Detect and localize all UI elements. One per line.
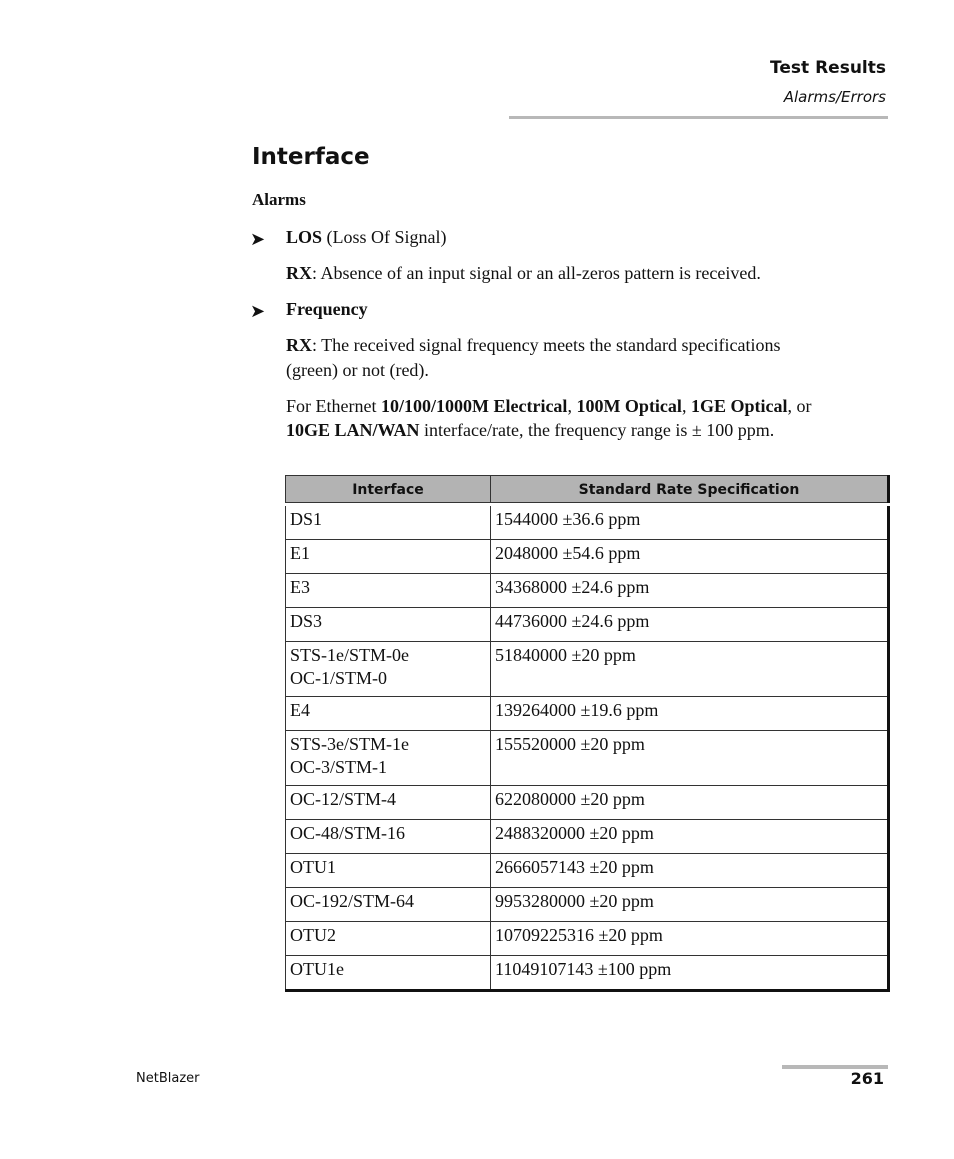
separator: , bbox=[681, 396, 691, 416]
rate-cell: 2666057143 ±20 ppm bbox=[491, 854, 889, 888]
ethernet-rate-electrical: 10/100/1000M Electrical bbox=[380, 396, 568, 416]
interface-cell: OTU1e bbox=[286, 956, 491, 991]
column-header-rate-spec: Standard Rate Specification bbox=[491, 476, 889, 505]
rate-cell: 11049107143 ±100 ppm bbox=[491, 956, 889, 991]
table-row bbox=[286, 956, 889, 991]
alarms-heading: Alarms bbox=[252, 190, 306, 209]
ethernet-note-line1 bbox=[286, 394, 811, 418]
rate-cell: 2488320000 ±20 ppm bbox=[491, 820, 889, 854]
rate-cell: 622080000 ±20 ppm bbox=[491, 786, 889, 820]
interface-cell: DS1 bbox=[286, 505, 491, 540]
rate-cell: 9953280000 ±20 ppm bbox=[491, 888, 889, 922]
interface-cell: STS-1e/STM-0e OC-1/STM-0 bbox=[286, 642, 491, 697]
interface-cell: OC-48/STM-16 bbox=[286, 820, 491, 854]
frequency-rx-line1: : The received signal frequency meets the standard specifications bbox=[312, 335, 781, 355]
table-header-row bbox=[286, 476, 889, 505]
los-rx-desc bbox=[286, 261, 761, 285]
page-number: 261 bbox=[850, 1069, 884, 1088]
frequency-term: Frequency bbox=[286, 299, 368, 319]
running-header-subtitle: Alarms/Errors bbox=[783, 88, 886, 106]
los-term-desc: (Loss Of Signal) bbox=[322, 227, 447, 247]
table-row bbox=[286, 820, 889, 854]
separator: , bbox=[567, 396, 577, 416]
ethernet-suffix: interface/rate, the frequency range is ± 100 ppm. bbox=[419, 420, 775, 440]
table-body bbox=[286, 505, 889, 991]
los-rx-text: : Absence of an input signal or an all-zeros pattern is received. bbox=[312, 263, 761, 283]
rate-cell: 10709225316 ±20 ppm bbox=[491, 922, 889, 956]
ethernet-prefix: For Ethernet bbox=[286, 396, 381, 416]
ethernet-rate-100m-optical: 100M Optical bbox=[576, 396, 682, 416]
interface-cell: OTU2 bbox=[286, 922, 491, 956]
table-row bbox=[286, 888, 889, 922]
separator: , or bbox=[787, 396, 812, 416]
rate-specification-table bbox=[285, 475, 890, 992]
interface-cell: E3 bbox=[286, 574, 491, 608]
table-row bbox=[286, 854, 889, 888]
interface-cell: OC-192/STM-64 bbox=[286, 888, 491, 922]
bullet-arrow-icon: ➤ bbox=[250, 301, 266, 321]
rate-cell: 2048000 ±54.6 ppm bbox=[491, 540, 889, 574]
section-title: Interface bbox=[252, 144, 370, 170]
table-row bbox=[286, 697, 889, 731]
footer-product-name: NetBlazer bbox=[136, 1071, 200, 1086]
interface-cell: STS-3e/STM-1e OC-3/STM-1 bbox=[286, 731, 491, 786]
rx-label: RX bbox=[286, 263, 312, 283]
table-row bbox=[286, 731, 889, 786]
rate-cell: 139264000 ±19.6 ppm bbox=[491, 697, 889, 731]
rx-label: RX bbox=[286, 335, 312, 355]
table-row bbox=[286, 540, 889, 574]
table-row bbox=[286, 608, 889, 642]
column-header-interface: Interface bbox=[286, 476, 491, 505]
table-row bbox=[286, 786, 889, 820]
interface-cell: E4 bbox=[286, 697, 491, 731]
table-row bbox=[286, 505, 889, 540]
ethernet-rate-1ge-optical: 1GE Optical bbox=[690, 396, 788, 416]
rate-cell: 51840000 ±20 ppm bbox=[491, 642, 889, 697]
table-row bbox=[286, 642, 889, 697]
rate-cell: 44736000 ±24.6 ppm bbox=[491, 608, 889, 642]
ethernet-note-line2 bbox=[286, 418, 774, 442]
los-item bbox=[286, 225, 447, 249]
interface-cell: OTU1 bbox=[286, 854, 491, 888]
rate-cell: 1544000 ±36.6 ppm bbox=[491, 505, 889, 540]
interface-cell: DS3 bbox=[286, 608, 491, 642]
frequency-rx-desc bbox=[286, 333, 780, 357]
rate-cell: 34368000 ±24.6 ppm bbox=[491, 574, 889, 608]
rate-cell: 155520000 ±20 ppm bbox=[491, 731, 889, 786]
ethernet-rate-10ge: 10GE LAN/WAN bbox=[286, 420, 420, 440]
frequency-rx-line2: (green) or not (red). bbox=[286, 360, 429, 380]
bullet-arrow-icon: ➤ bbox=[250, 229, 266, 249]
interface-cell: OC-12/STM-4 bbox=[286, 786, 491, 820]
header-rule bbox=[509, 116, 888, 119]
table-row bbox=[286, 922, 889, 956]
table-row bbox=[286, 574, 889, 608]
los-term: LOS bbox=[286, 227, 323, 247]
running-header-title: Test Results bbox=[770, 58, 886, 78]
frequency-item bbox=[286, 297, 368, 321]
interface-cell: E1 bbox=[286, 540, 491, 574]
